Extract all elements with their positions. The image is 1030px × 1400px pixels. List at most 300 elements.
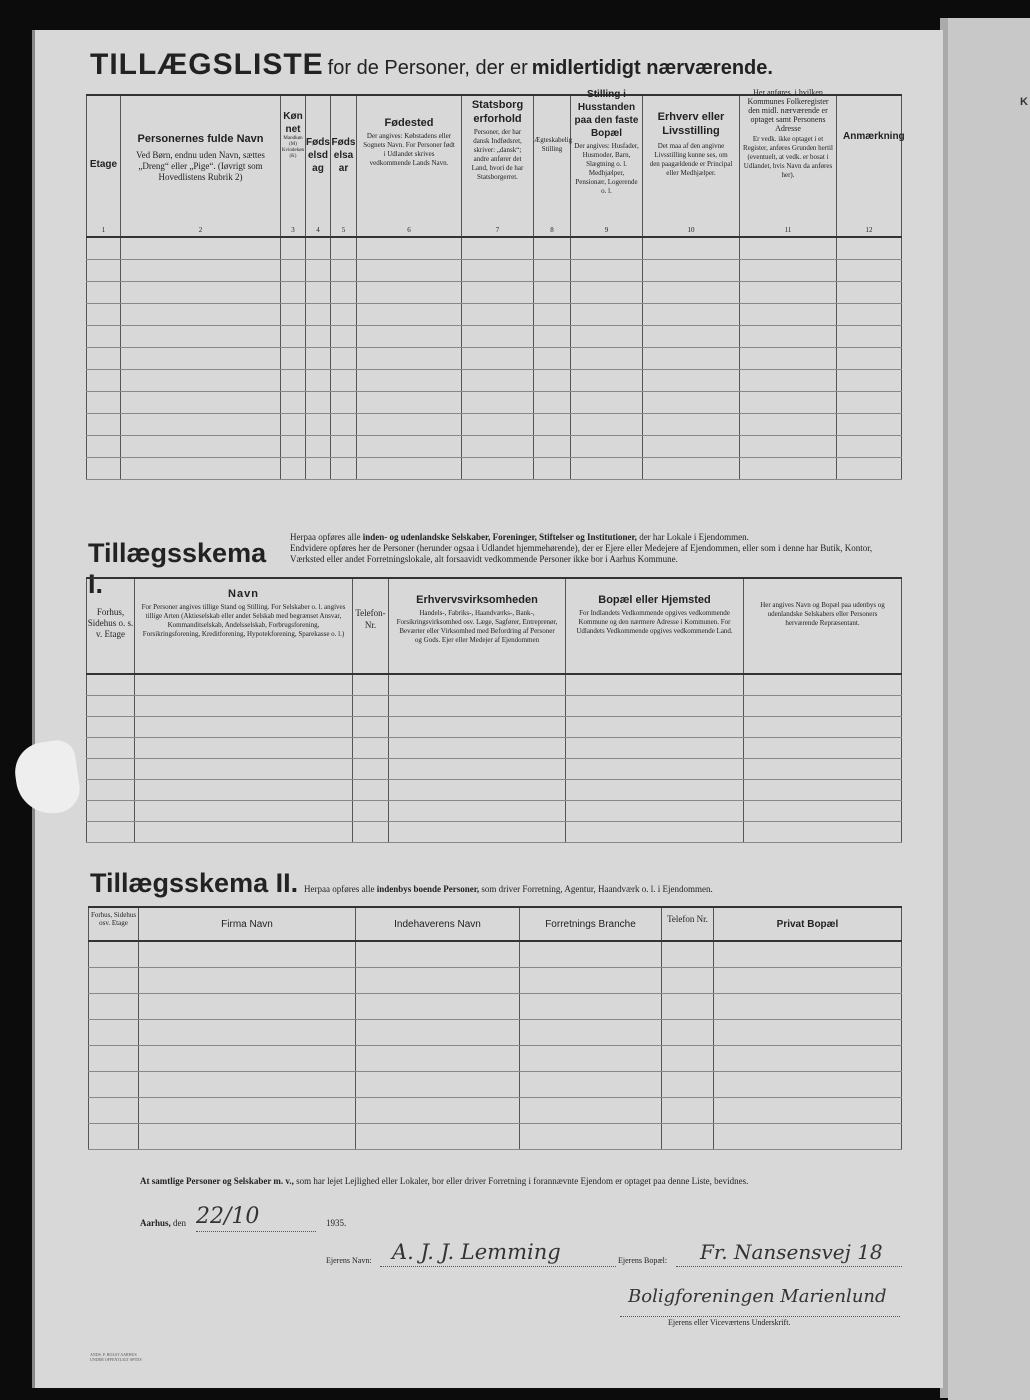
table-row — [87, 281, 902, 303]
cell[interactable] — [353, 737, 389, 758]
cell[interactable] — [89, 1045, 139, 1071]
cell[interactable] — [662, 1123, 714, 1149]
cell[interactable] — [566, 821, 744, 842]
cell[interactable] — [135, 758, 353, 779]
cell[interactable] — [534, 281, 571, 303]
col-etage: Etage 1 — [87, 95, 121, 237]
den-label: den — [173, 1218, 187, 1228]
s1-col-navn: Navn For Personer angives tillige Stand og Stilling. For Selskaber o. l. angives tillige Arten (Aktieselskab eller andet Selskab med begrænset Ansvar, Kommanditselskab, Andelsselskab, Forbrugsforening, Forsikringsforening, Kreditforening, Hypotekforening, Sparekasse o. l.) — [135, 578, 353, 674]
cell[interactable] — [87, 800, 135, 821]
s1-col-etage: Forhus, Sidehus o. s. v. Etage — [87, 578, 135, 674]
cell[interactable] — [135, 674, 353, 695]
cell[interactable] — [306, 369, 331, 391]
skema2-table — [88, 906, 902, 1150]
col-folkeregister: Her anføres, i hvilken Kommunes Folkeregister den midl. nærværende er optaget samt Personens Adresse Er vedk. ikke optaget i et Register, anføres Grunden hertil (eventuelt, at vedk. er bosat i Udlandet, hvis Navn da anføres her). 11 — [740, 95, 837, 237]
cell[interactable] — [306, 435, 331, 457]
cell[interactable] — [331, 457, 357, 479]
cell[interactable] — [356, 993, 520, 1019]
cell[interactable] — [566, 779, 744, 800]
cell[interactable] — [331, 259, 357, 281]
cell[interactable] — [89, 941, 139, 967]
cell[interactable] — [643, 281, 740, 303]
cell[interactable] — [87, 369, 121, 391]
table-row — [87, 821, 902, 842]
cell[interactable] — [534, 325, 571, 347]
cell[interactable] — [281, 369, 306, 391]
cell[interactable] — [357, 457, 462, 479]
skema2-header-row — [89, 907, 902, 941]
cell[interactable] — [89, 967, 139, 993]
cell[interactable] — [740, 281, 837, 303]
signature-label: Ejerens eller Viceværtens Underskrift. — [668, 1318, 791, 1327]
cell[interactable] — [281, 303, 306, 325]
cell[interactable] — [837, 369, 902, 391]
cell[interactable] — [571, 281, 643, 303]
cell[interactable] — [740, 457, 837, 479]
cell[interactable] — [462, 325, 534, 347]
owner-address-handwritten[interactable]: Fr. Nansensvej 18 — [700, 1240, 883, 1264]
cell[interactable] — [135, 821, 353, 842]
cell[interactable] — [353, 821, 389, 842]
cell[interactable] — [566, 800, 744, 821]
col-navn: Personernes fulde Navn Ved Børn, endnu uden Navn, sættes „Dreng“ eller „Pige“. (Iøvrigt som Hovedlistens Rubrik 2) 2 — [121, 95, 281, 237]
owner-name-label: Ejerens Navn: — [326, 1256, 372, 1265]
adjacent-page — [948, 18, 1030, 1400]
cell[interactable] — [643, 457, 740, 479]
cell[interactable] — [389, 758, 566, 779]
cell[interactable] — [462, 347, 534, 369]
cell[interactable] — [643, 413, 740, 435]
cell[interactable] — [357, 259, 462, 281]
cell[interactable] — [534, 457, 571, 479]
cell[interactable] — [331, 413, 357, 435]
cell[interactable] — [121, 435, 281, 457]
cell[interactable] — [331, 435, 357, 457]
cell[interactable] — [714, 1019, 902, 1045]
cell[interactable] — [331, 303, 357, 325]
cell[interactable] — [87, 347, 121, 369]
year: 1935. — [326, 1218, 347, 1228]
title-main: TILLÆGSLISTE — [90, 48, 324, 81]
cell[interactable] — [331, 325, 357, 347]
table-row — [89, 967, 902, 993]
cell[interactable] — [740, 259, 837, 281]
cell[interactable] — [744, 737, 902, 758]
cell[interactable] — [462, 413, 534, 435]
table-row — [89, 1045, 902, 1071]
cell[interactable] — [571, 303, 643, 325]
cell[interactable] — [837, 457, 902, 479]
cell[interactable] — [462, 259, 534, 281]
printer-mark: ANDS. P. HOLST AARHUS UNDER OFFENTLIGT SPITIS — [90, 1352, 142, 1362]
cell[interactable] — [331, 237, 357, 259]
s1-col-telefon: Telefon-Nr. — [353, 578, 389, 674]
cell[interactable] — [135, 737, 353, 758]
cell[interactable] — [740, 369, 837, 391]
cell[interactable] — [389, 821, 566, 842]
cell[interactable] — [357, 369, 462, 391]
cell[interactable] — [121, 237, 281, 259]
cell[interactable] — [571, 237, 643, 259]
cell[interactable] — [520, 1019, 662, 1045]
cell[interactable] — [571, 325, 643, 347]
skema1-table — [86, 577, 902, 843]
cell[interactable] — [121, 391, 281, 413]
table-row — [87, 325, 902, 347]
cell[interactable] — [87, 391, 121, 413]
cell[interactable] — [139, 1097, 356, 1123]
cell[interactable] — [571, 259, 643, 281]
cell[interactable] — [520, 1123, 662, 1149]
cell[interactable] — [740, 347, 837, 369]
s2-col-bopael: Privat Bopæl — [714, 907, 902, 941]
cell[interactable] — [135, 695, 353, 716]
s2-col-telefon: Telefon Nr. — [662, 907, 714, 941]
cell[interactable] — [714, 1071, 902, 1097]
cell[interactable] — [121, 259, 281, 281]
cell[interactable] — [520, 1045, 662, 1071]
cell[interactable] — [740, 435, 837, 457]
cell[interactable] — [306, 347, 331, 369]
cell[interactable] — [462, 435, 534, 457]
cell[interactable] — [837, 347, 902, 369]
cell[interactable] — [571, 369, 643, 391]
col-foedested: Fødested Der angives: Købstadens eller Sognets Navn. For Personer født i Udlandet skrives vedkommende Lands Navn. 6 — [357, 95, 462, 237]
cell[interactable] — [357, 391, 462, 413]
table-row — [87, 237, 902, 259]
table-row — [87, 413, 902, 435]
cell[interactable] — [306, 457, 331, 479]
cell[interactable] — [331, 369, 357, 391]
page-tab — [11, 738, 82, 818]
cell[interactable] — [534, 413, 571, 435]
cell[interactable] — [389, 716, 566, 737]
date-handwritten[interactable]: 22/10 — [196, 1204, 260, 1229]
cell[interactable] — [135, 779, 353, 800]
cell[interactable] — [714, 1097, 902, 1123]
cell[interactable] — [353, 800, 389, 821]
skema2-description: Herpaa opføres alle indenbys boende Personer, som driver Forretning, Agentur, Haandværk o. l. i Ejendommen. — [304, 884, 713, 894]
cell[interactable] — [566, 674, 744, 695]
cell[interactable] — [353, 674, 389, 695]
cell[interactable] — [462, 237, 534, 259]
skema1-description: Herpaa opføres alle inden- og udenlandske Selskaber, Foreninger, Stiftelser og Institutioner, der har Lokale i Ejendommen. Endvidere opføres her de Personer (herunder ogsaa i Udlandet hjemmehørende), der er Ejere eller Medejere af Ejendommen, eller som i denne har Butik, Kontor, Værksted eller andet Forretningslokale, alt forsaavidt vedkommende Personer ikke bor i Aarhus Kommune. — [290, 532, 873, 564]
cell[interactable] — [837, 325, 902, 347]
cell[interactable] — [357, 435, 462, 457]
owner-address-label: Ejerens Bopæl: — [618, 1256, 668, 1265]
cell[interactable] — [87, 758, 135, 779]
cell[interactable] — [662, 1071, 714, 1097]
cell[interactable] — [357, 237, 462, 259]
cell[interactable] — [87, 325, 121, 347]
cell[interactable] — [643, 369, 740, 391]
cell[interactable] — [389, 674, 566, 695]
city-label: Aarhus, — [140, 1218, 171, 1228]
table-row — [87, 259, 902, 281]
cell[interactable] — [744, 674, 902, 695]
cell[interactable] — [306, 413, 331, 435]
cell[interactable] — [135, 716, 353, 737]
cell[interactable] — [356, 1019, 520, 1045]
cell[interactable] — [357, 281, 462, 303]
cell[interactable] — [662, 1097, 714, 1123]
tillaegsliste-table — [86, 88, 905, 480]
col-koennet: Kønnet Mandkøn (M) Kvindekøn (K) 3 — [281, 95, 306, 237]
cell[interactable] — [571, 457, 643, 479]
owner-name-handwritten[interactable]: A. J. J. Lemming — [392, 1240, 561, 1264]
s1-col-bopael: Bopæl eller Hjemsted For Indlandets Vedkommende opgives vedkommende Kommune og den nærmere Adresse i Kommunen. For Udlandets Vedkommende opgives vedkommende Land. — [566, 578, 744, 674]
cell[interactable] — [121, 303, 281, 325]
cell[interactable] — [389, 695, 566, 716]
skema2-title: Tillægsskema II. — [90, 868, 299, 898]
cell[interactable] — [520, 993, 662, 1019]
cell[interactable] — [714, 993, 902, 1019]
signature-handwritten[interactable]: Boligforeningen Marienlund — [628, 1286, 887, 1307]
skema1-title: Tillægsskema I. — [88, 538, 267, 599]
cell[interactable] — [571, 347, 643, 369]
cell[interactable] — [139, 993, 356, 1019]
col-statsborgerforhold: Statsborgerforhold Personer, der har dansk Indfødsret, skriver: „dansk“; andre anfører det Land, hvori de har Statsborgerret. 7 — [462, 95, 534, 237]
cell[interactable] — [389, 779, 566, 800]
table-row — [87, 435, 902, 457]
cell[interactable] — [462, 457, 534, 479]
cell[interactable] — [462, 281, 534, 303]
cell[interactable] — [281, 413, 306, 435]
cell[interactable] — [87, 674, 135, 695]
cell[interactable] — [520, 1097, 662, 1123]
cell[interactable] — [135, 800, 353, 821]
cell[interactable] — [331, 391, 357, 413]
table-row — [89, 1123, 902, 1149]
table-row — [87, 758, 902, 779]
cell[interactable] — [837, 237, 902, 259]
cell[interactable] — [643, 303, 740, 325]
cell[interactable] — [306, 237, 331, 259]
cell[interactable] — [87, 259, 121, 281]
cell[interactable] — [534, 237, 571, 259]
cell[interactable] — [121, 325, 281, 347]
cell[interactable] — [744, 779, 902, 800]
col-aegteskabelig: Ægteskabelig Stilling 8 — [534, 95, 571, 237]
cell[interactable] — [744, 758, 902, 779]
cell[interactable] — [714, 1045, 902, 1071]
table-row — [89, 1019, 902, 1045]
cell[interactable] — [281, 259, 306, 281]
cell[interactable] — [356, 1045, 520, 1071]
cell[interactable] — [121, 457, 281, 479]
cell[interactable] — [534, 347, 571, 369]
cell[interactable] — [121, 281, 281, 303]
table-row — [87, 674, 902, 695]
cell[interactable] — [89, 1097, 139, 1123]
skema1-header-row — [87, 578, 902, 674]
cell[interactable] — [740, 413, 837, 435]
cell[interactable] — [353, 779, 389, 800]
cell[interactable] — [121, 369, 281, 391]
cell[interactable] — [353, 758, 389, 779]
title-bold: midlertidigt nærværende. — [531, 57, 773, 79]
cell[interactable] — [534, 435, 571, 457]
cell[interactable] — [331, 347, 357, 369]
cell[interactable] — [643, 391, 740, 413]
cell[interactable] — [87, 716, 135, 737]
cell[interactable] — [139, 1123, 356, 1149]
cell[interactable] — [89, 1071, 139, 1097]
table-row — [87, 716, 902, 737]
cell[interactable] — [662, 941, 714, 967]
cell[interactable] — [389, 737, 566, 758]
cell[interactable] — [306, 303, 331, 325]
cell[interactable] — [121, 413, 281, 435]
cell[interactable] — [566, 695, 744, 716]
cell[interactable] — [662, 967, 714, 993]
cell[interactable] — [837, 259, 902, 281]
cell[interactable] — [837, 303, 902, 325]
cell[interactable] — [520, 967, 662, 993]
table-row — [87, 457, 902, 479]
cell[interactable] — [139, 967, 356, 993]
cell[interactable] — [306, 325, 331, 347]
cell[interactable] — [356, 941, 520, 967]
table-row — [87, 737, 902, 758]
cell[interactable] — [571, 391, 643, 413]
s1-col-repraesentant: Her angives Navn og Bopæl paa udenbys og udenlandske Selskabers eller Personers herværende Repræsentant. — [744, 578, 902, 674]
table-row — [87, 347, 902, 369]
cell[interactable] — [281, 325, 306, 347]
cell[interactable] — [714, 1123, 902, 1149]
cell[interactable] — [89, 993, 139, 1019]
cell[interactable] — [357, 325, 462, 347]
cell[interactable] — [571, 435, 643, 457]
cell[interactable] — [643, 259, 740, 281]
cell[interactable] — [87, 457, 121, 479]
cell[interactable] — [643, 237, 740, 259]
cell[interactable] — [714, 941, 902, 967]
cell[interactable] — [281, 435, 306, 457]
cell[interactable] — [534, 303, 571, 325]
cell[interactable] — [139, 1071, 356, 1097]
cell[interactable] — [356, 1123, 520, 1149]
s2-col-indehaver: Indehaverens Navn — [356, 907, 520, 941]
cell[interactable] — [837, 281, 902, 303]
cell[interactable] — [139, 1019, 356, 1045]
cell[interactable] — [87, 737, 135, 758]
cell[interactable] — [740, 237, 837, 259]
cell[interactable] — [281, 237, 306, 259]
table-row — [87, 695, 902, 716]
cell[interactable] — [837, 391, 902, 413]
cell[interactable] — [87, 821, 135, 842]
cell[interactable] — [139, 941, 356, 967]
table-row — [89, 1097, 902, 1123]
cell[interactable] — [306, 259, 331, 281]
cell[interactable] — [121, 347, 281, 369]
date-field-line — [196, 1231, 316, 1232]
cell[interactable] — [520, 1071, 662, 1097]
cell[interactable] — [744, 695, 902, 716]
s1-col-erhverv: Erhvervsvirksomheden Handels-, Fabriks-, Haandværks-, Bank-, Forsikringsvirksomhed osv. Læge, Sagfører, Entreprenør, Beværter eller Virksomhed med Befordring af Personer og Gods. Ejer eller Medejer af Ejendommen — [389, 578, 566, 674]
cell[interactable] — [462, 391, 534, 413]
cell[interactable] — [643, 347, 740, 369]
col-foedselsaar: Fødselsaar 5 — [331, 95, 357, 237]
cell[interactable] — [462, 303, 534, 325]
table-row — [87, 391, 902, 413]
cell[interactable] — [534, 369, 571, 391]
cell[interactable] — [87, 413, 121, 435]
cell[interactable] — [356, 1097, 520, 1123]
cell[interactable] — [353, 695, 389, 716]
cell[interactable] — [571, 413, 643, 435]
table-row — [89, 993, 902, 1019]
cell[interactable] — [740, 303, 837, 325]
table1-header-row — [87, 95, 902, 237]
cell[interactable] — [462, 369, 534, 391]
cell[interactable] — [662, 993, 714, 1019]
table-row — [87, 369, 902, 391]
cell[interactable] — [643, 325, 740, 347]
cell[interactable] — [87, 435, 121, 457]
table-row — [87, 779, 902, 800]
cell[interactable] — [643, 435, 740, 457]
cell[interactable] — [744, 716, 902, 737]
cell[interactable] — [837, 413, 902, 435]
cell[interactable] — [740, 325, 837, 347]
cell[interactable] — [566, 758, 744, 779]
s2-col-firma: Firma Navn — [139, 907, 356, 941]
cell[interactable] — [139, 1045, 356, 1071]
cell[interactable] — [357, 413, 462, 435]
col-erhverv: Erhverv eller Livsstilling Det maa af den angivne Livsstilling kunne ses, om den paagældende er Principal eller Medhjælper. 10 — [643, 95, 740, 237]
cell[interactable] — [520, 941, 662, 967]
cell[interactable] — [89, 1123, 139, 1149]
cell[interactable] — [306, 391, 331, 413]
cell[interactable] — [87, 695, 135, 716]
cell[interactable] — [87, 303, 121, 325]
cell[interactable] — [353, 716, 389, 737]
cell[interactable] — [389, 800, 566, 821]
table-row — [87, 800, 902, 821]
cell[interactable] — [534, 391, 571, 413]
cell[interactable] — [714, 967, 902, 993]
cell[interactable] — [357, 303, 462, 325]
cell[interactable] — [662, 1019, 714, 1045]
cell[interactable] — [331, 281, 357, 303]
cell[interactable] — [281, 391, 306, 413]
cell[interactable] — [662, 1045, 714, 1071]
cell[interactable] — [281, 281, 306, 303]
cell[interactable] — [744, 800, 902, 821]
cell[interactable] — [281, 347, 306, 369]
cell[interactable] — [89, 1019, 139, 1045]
cell[interactable] — [740, 391, 837, 413]
cell[interactable] — [534, 259, 571, 281]
cell[interactable] — [306, 281, 331, 303]
s2-col-branche: Forretnings Branche — [520, 907, 662, 941]
cell[interactable] — [357, 347, 462, 369]
cell[interactable] — [566, 737, 744, 758]
cell[interactable] — [744, 821, 902, 842]
cell[interactable] — [87, 281, 121, 303]
cell[interactable] — [566, 716, 744, 737]
cell[interactable] — [87, 237, 121, 259]
cell[interactable] — [356, 1071, 520, 1097]
cell[interactable] — [87, 779, 135, 800]
adjacent-page-fragment: K — [1020, 96, 1028, 108]
cell[interactable] — [356, 967, 520, 993]
page-title — [90, 48, 910, 82]
cell[interactable] — [837, 435, 902, 457]
cell[interactable] — [281, 457, 306, 479]
